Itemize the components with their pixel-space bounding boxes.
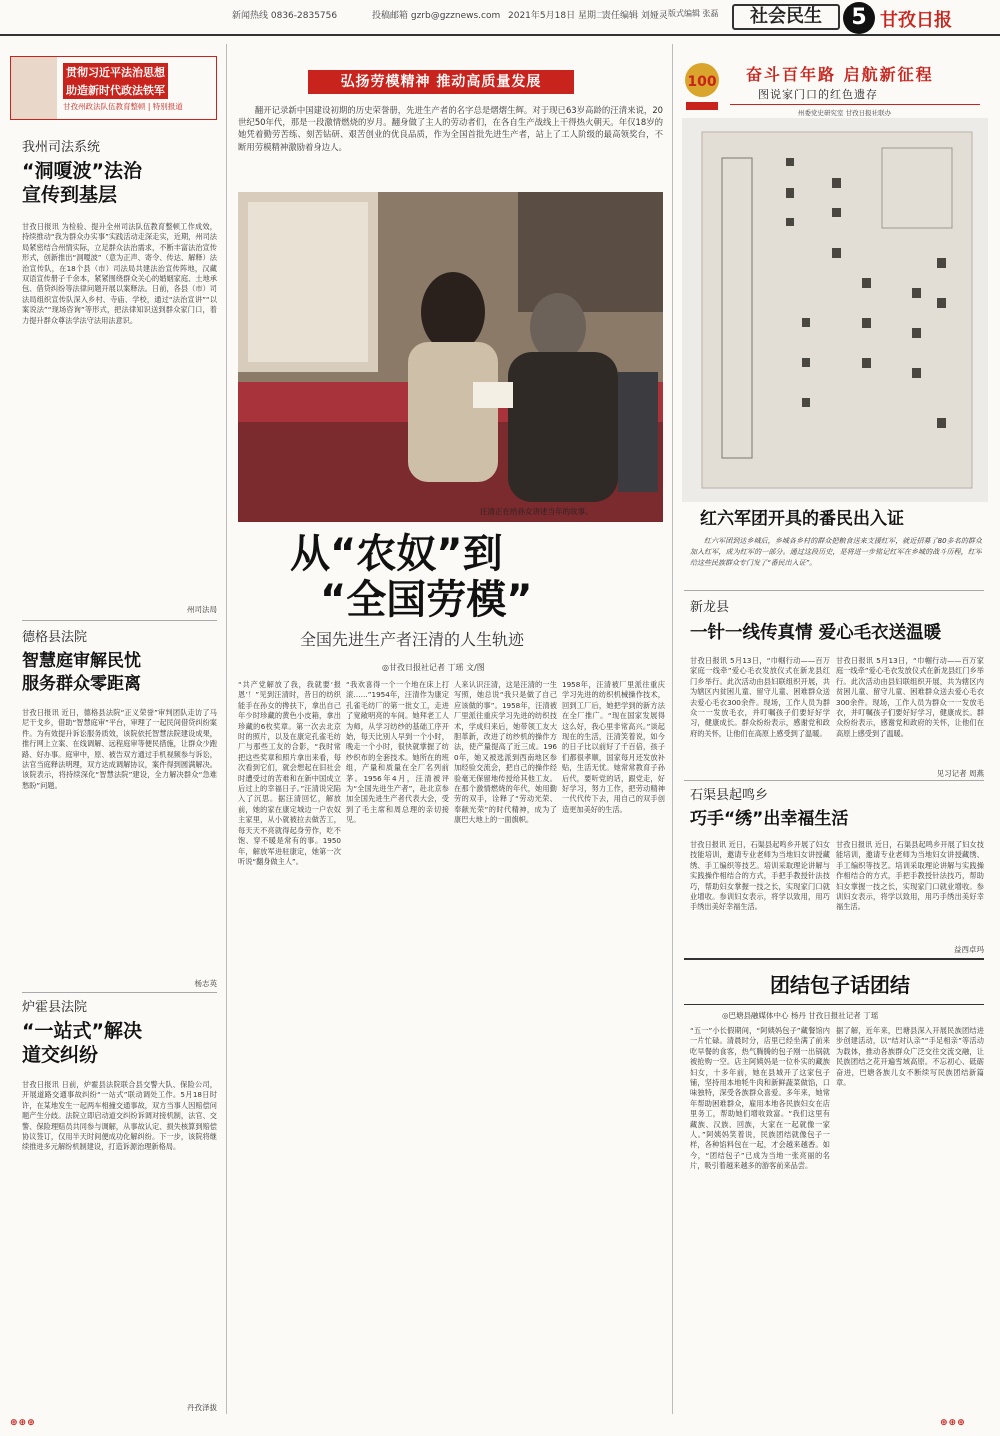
page-number: 5: [843, 2, 875, 34]
header-designer: 版式编辑 张磊: [668, 9, 719, 18]
article-title: “洞嗄波”法治: [22, 160, 142, 182]
article-title: 智慧庭审解民忧: [22, 651, 141, 671]
centenary-emblem: [682, 58, 722, 114]
article-title: 巧手“绣”出幸福生活: [690, 809, 849, 829]
article-body: 甘孜日报讯 日前，炉霍县法院联合县交警大队、保险公司，开展道路交通事故纠纷“一站式”联动调处工作。5月18日时许，在某地发生一起两车相撞交通事故，双方当事人因赔偿问题产生分歧。法院立即启动道交纠纷诉调对接机制，法官、交警、保险理赔员共同参与调解，从事故认定、损失核算到赔偿协议签订，仅用半天时间便成功化解纠纷。下一步，该院将继续推进多元解纷机制建设，打造诉源治理新格局。: [22, 1080, 217, 1152]
column-rule: [226, 44, 227, 1414]
article-title: 宣传到基层: [22, 184, 118, 206]
banner-line1: 贯彻习近平法治思想: [63, 63, 168, 81]
svg-text:100: 100: [687, 74, 717, 90]
article-title: 服务群众零距离: [22, 674, 141, 694]
divider: [684, 958, 984, 960]
left-banner: [10, 56, 217, 120]
article-body: 甘孜日报讯 近日，德格县法院“正义荣誉”审判团队走访了马尼干戈乡，借助“智慧庭审”平台，审理了一起民间借贷纠纷案件。为有效提升诉讼服务质效，该院依托智慧法院建设成果，推行网上立案、在线调解、远程庭审等便民措施，让群众少跑路、好办事。庭审中，原、被告双方通过手机视频参与诉讼，法官当庭释法明理，双方达成调解协议，案件得到圆满解决。该院表示，将持续深化“智慧法院”建设，全力解决群众“急难愁盼”问题。: [22, 708, 217, 790]
party-emblem-icon: [682, 58, 722, 114]
byline: ◎巴塘县融媒体中心 杨丹 甘孜日报社记者 丁瑶: [722, 1011, 879, 1020]
banner-line2: 助造新时代政法铁军: [63, 81, 168, 99]
banner-image: [11, 57, 57, 119]
divider: [684, 590, 984, 591]
series-subtitle: 图说家门口的红色遗存: [758, 88, 878, 101]
article-kicker: 石渠县起鸣乡: [690, 788, 769, 803]
divider: [22, 620, 217, 621]
lead-photo: [238, 192, 663, 522]
section-name: 社会民生: [732, 4, 840, 30]
relic-photo: [682, 118, 988, 502]
article-author: 丹孜泽拔: [187, 1403, 217, 1412]
divider: [684, 780, 984, 781]
article-body-cont: 据了解，近年来，巴塘县深入开展民族团结进步创建活动，以“结对认亲”“手足相亲”等活动为载体，推动各族群众广泛交往交流交融，让民族团结之花开遍雪域高原。不忘初心、砥砺奋进，巴塘各族儿女不断续写民族团结新篇章。: [836, 1026, 984, 1088]
document-illustration: [682, 118, 988, 502]
header-hotline: 新闻热线 0836-2835756: [232, 11, 338, 21]
article-body-cont: 甘孜日报讯 5月13日，“巾帼行动——百万家庭一线牵”爱心毛衣发放仪式在新龙县红门乡举行。此次活动由县妇联组织开展，共为辖区内贫困儿童、留守儿童、困难群众送去爱心毛衣300余件。现场，工作人员为群众一一发放毛衣，并叮嘱孩子们要好好学习，健康成长。群众纷纷表示，感谢党和政府的关怀，让他们在高原上感受到了温暖。: [836, 656, 984, 738]
footer-ornament: ⊕⊕⊕: [940, 1418, 966, 1428]
article-body: 甘孜日报讯 为检验、提升全州司法队伍教育整顿工作成效，持续推动“我为群众办实事”实践活动走深走实，近期，州司法局紧密结合州情实际，立足群众法治需求，不断丰富法治宣传形式，创新推出“洞嗄波”（意为正声、寄令、传达、解释）法治宣传队，在18个县（市）司法局共建法治宣传阵地，汉藏双语宣传册子千余本，紧紧围绕群众关心的婚姻家庭、土地承包、借贷纠纷等法律问题开展以案释法。日前，各县（市）司法局组织宣传队深入乡村、寺庙、学校，通过“法治宣讲”“以案说法”“现场咨询”等形式，把法律知识送到群众家门口，着力提升群众尊法学法守法用法意识。: [22, 222, 217, 325]
banner-sub: 甘孜州政法队伍教育整顿 | 特别报道: [63, 102, 183, 111]
article-title: “一站式”解决: [22, 1020, 142, 1042]
body-column: 1958年，汪清被厂里派往重庆学习先进的纺织机械操作技术，回到工厂后，她把学到的新方法在全厂推广。“现在国家发展得这么好，我心里非常高兴。”谈起现在的生活，汪清笑着说，如今的日子比以前好了千百倍，孩子们都很孝顺，国家每月还发放补贴，生活无忧。她常常教育子孙后代，要听党的话，跟党走，好好学习，努力工作，把劳动精神一代代传下去，用自己的双手创造更加美好的生活。: [562, 680, 665, 814]
article-author: 州司法局: [187, 605, 217, 614]
article-title: 一针一线传真情 爱心毛衣送温暖: [690, 623, 942, 643]
photo-illustration: [238, 192, 663, 522]
article-body: “五一”小长假期间，“阿姨妈包子”藏餐馆内一片忙碌。清晨时分，店里已经坐满了前来吃早餐的食客，热气腾腾的包子刚一出锅就被抢购一空。店主阿姨妈是一位朴实的藏族妇女，十多年前，她在县城开了这家包子铺，坚持用本地牦牛肉和新鲜蔬菜做馅，口味独特，深受各族群众喜爱。多年来，她常年帮助困难群众，雇用本地各民族妇女在店里务工，帮助她们增收致富。“我们这里有藏族、汉族、回族，大家在一起就像一家人。”阿姨妈笑着说，民族团结就像包子一样，各种馅料包在一起，才会越来越香。如今，“团结包子”已成为当地一张亮丽的名片，吸引着越来越多的游客前来品尝。: [690, 1026, 830, 1171]
series-title: 奋斗百年路 启航新征程: [746, 65, 934, 84]
column-rule: [672, 44, 673, 1414]
main-headline: “全国劳模”: [320, 577, 533, 623]
article-body-cont: 甘孜日报讯 近日，石渠县起鸣乡开展了妇女技能培训，邀请专业老师为当地妇女讲授藏绣、手工编织等技艺。培训采取理论讲解与实践操作相结合的方式，手把手教授针法技巧，帮助妇女掌握一技之长，实现家门口就业增收。参训妇女表示，将学以致用，用巧手绣出美好幸福生活。: [836, 840, 984, 912]
article-body: 甘孜日报讯 近日，石渠县起鸣乡开展了妇女技能培训，邀请专业老师为当地妇女讲授藏绣、手工编织等技艺。培训采取理论讲解与实践操作相结合的方式，手把手教授针法技巧，帮助妇女掌握一技之长，实现家门口就业增收。参训妇女表示，将学以致用，用巧手绣出美好幸福生活。: [690, 840, 830, 912]
body-column: “我欢喜得一个一个地在床上打滚……”1954年，汪清作为康定孔雀毛纺厂的第一批女工，走进了宽敞明亮的车间。她拜老工人为师，从学习纺纱的基础工序开始，每天比别人早到一个小时，晚走一个小时，很快就掌握了纺纱织布的全套技术。她所在的班组，产量和质量在全厂名列前茅。1956年4月，汪清被评为“全国先进生产者”，赴北京参加全国先进生产者代表大会，受到了毛主席和周总理的亲切接见。: [346, 680, 449, 825]
article-author: 杨志英: [194, 979, 217, 988]
sub-headline: 全国先进生产者汪清的人生轨迹: [300, 630, 525, 649]
series-credit: 州委党史研究室 甘孜日报社联办: [798, 109, 892, 117]
divider: [730, 104, 980, 105]
article-title: 道交纠纷: [22, 1044, 99, 1066]
header-rule: [0, 34, 1000, 36]
center-banner: 弘扬劳模精神 推动高质量发展: [308, 70, 574, 94]
main-headline: 从“农奴”到: [290, 531, 503, 577]
relic-description: 红六军团到达乡城后，乡城各乡村的群众把粮食送来支援红军，就近招募了80多名的群众加入红军，成为红军的一部分。通过这段历史，是将进一步铭记红军在乡城的战斗历程，红军给这些民族群众专门发了“番民出入证”。: [690, 537, 982, 567]
article-kicker: 新龙县: [690, 600, 730, 615]
article-author: 见习记者 周燕: [936, 769, 984, 778]
article-author: 益西卓玛: [954, 945, 984, 954]
article-title: 团结包子话团结: [770, 973, 910, 997]
divider: [22, 992, 217, 993]
relic-title: 红六军团开具的番民出入证: [700, 509, 904, 529]
divider: [684, 1004, 984, 1005]
article-body: 甘孜日报讯 5月13日，“巾帼行动——百万家庭一线牵”爱心毛衣发放仪式在新龙县红门乡举行。此次活动由县妇联组织开展，共为辖区内贫困儿童、留守儿童、困难群众送去爱心毛衣300余件。现场，工作人员为群众一一发放毛衣，并叮嘱孩子们要好好学习，健康成长。群众纷纷表示，感谢党和政府的关怀，让他们在高原上感受到了温暖。: [690, 656, 830, 738]
article-kicker: 德格县法院: [22, 630, 88, 645]
footer-ornament: ⊕⊕⊕: [10, 1418, 36, 1428]
article-kicker: 我州司法系统: [22, 140, 101, 155]
photo-caption: 汪清正在给孙女讲述当年的故事。: [480, 507, 593, 516]
header-mail: 投稿邮箱 gzrb@gzznews.com: [372, 11, 501, 21]
body-column: 人来认识汪清，这是汪清的一生写照，她总说“我只是做了自己应该做的事”。1958年，汪清被厂里派往重庆学习先进的纺织技术，学成归来后，她带领工友大胆革新，改进了纺纱机的操作方法，使产量提高了近三成。1960年，她又被选派到西南地区参加经验交流会，把自己的操作经验毫无保留地传授给其他工友。在那个激情燃烧的年代，她用勤劳的双手，诠释了“劳动光荣、奉献光荣”的时代精神，成为了康巴大地上的一面旗帜。: [454, 680, 557, 825]
byline: ◎甘孜日报社记者 丁瑶 文/图: [382, 663, 485, 672]
paper-logo: 甘孜日报: [880, 10, 952, 31]
header-date: 2021年5月18日 星期二: [508, 11, 605, 21]
header-editor: 责任编辑 刘娅灵: [602, 11, 668, 21]
body-column: “共产党解放了我，我就要‘报恩’！”见到汪清时，昔日的纺织能手在孙女的搀扶下，拿出自己年少时珍藏的黄色小皮箱，拿出珍藏的6枚奖章。第一次去北京时的照片，以及在康定孔雀毛纺厂与那些工友的合影，“我时常把这些奖章和照片拿出来看，每次看到它们，就会想起在旧社会时遭受过的苦难和在新中国成立后过上的幸福日子。”汪清说完陷入了沉思。据汪清回忆，解放前，她的家在康定城边一户农奴主家里，从小就被拉去做苦工，每天天不亮就得起身劳作，吃不饱、穿不暖是常有的事。1950年，解放军进驻康定，她第一次听说“翻身做主人”。: [238, 680, 341, 866]
article-kicker: 炉霍县法院: [22, 1000, 88, 1015]
lead-paragraph: 翻开记录新中国建设初期的历史荣誉册，先进生产者的名字总是熠熠生辉。对于现已63岁高龄的汪清来说，20世纪50年代，那是一段激情燃烧的岁月。翻身做了主人的劳动者们，在各自生产战线上干得热火朝天。年仅18岁的她凭着勤劳苦练、刻苦钻研、艰苦创业的优良品质，作为全国首批先进生产者，站上了工人阶级的最高领奖台，不断用劳模精神激励着身边人。: [238, 105, 663, 152]
